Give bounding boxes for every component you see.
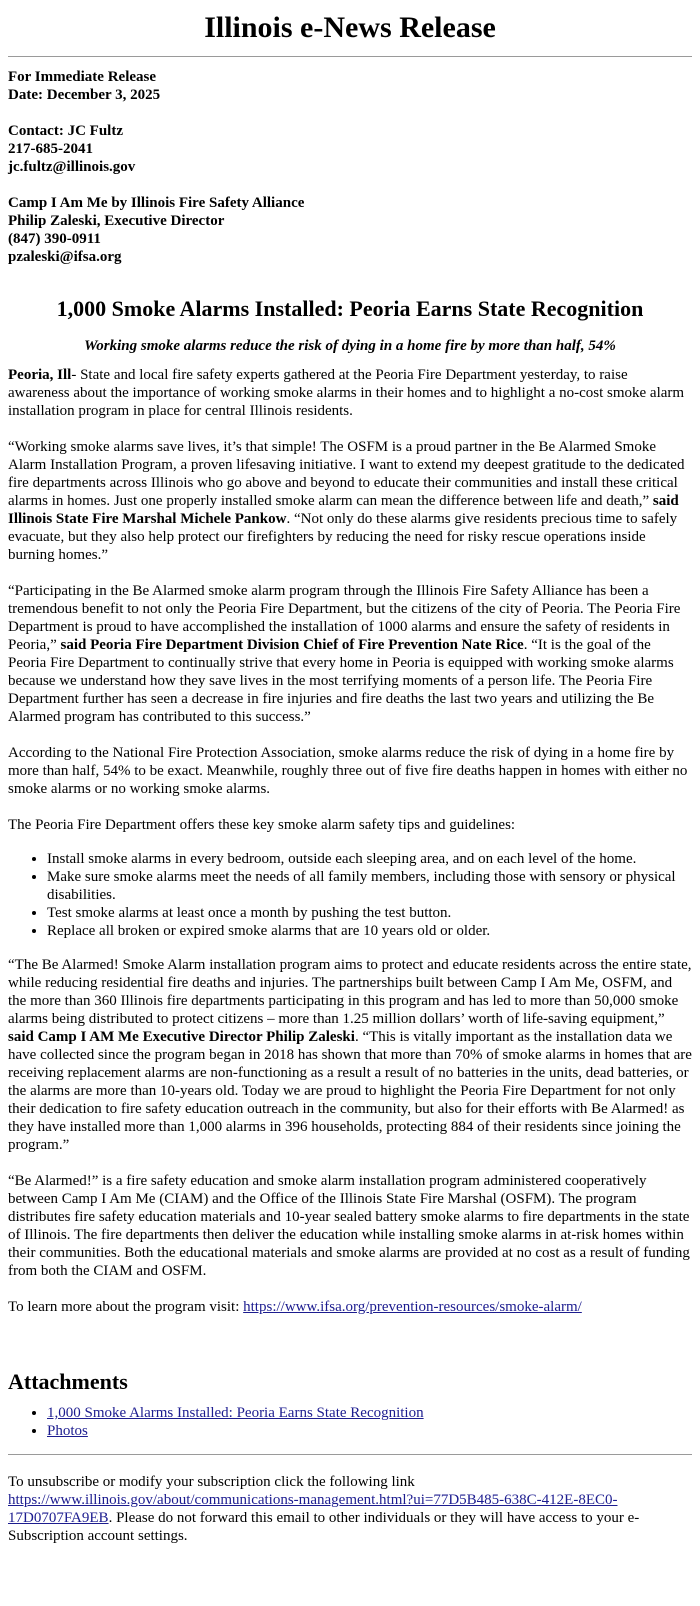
org-person: Philip Zaleski, Executive Director xyxy=(8,213,225,229)
unsubscribe-text-b: . Please do not forward this email to other individuals or they will have access to your e-Subscription account settings. xyxy=(8,1510,640,1544)
paragraph-tips-intro: The Peoria Fire Department offers these key smoke alarm safety tips and guidelines: xyxy=(8,817,516,833)
list-item: • Make sure smoke alarms meet the needs of all family members, including those with sensory or physical disabilities. xyxy=(47,868,692,904)
unsubscribe-link[interactable]: https://www.illinois.gov/about/communications-management.html?ui=77D5B485-638C-412E-8EC0-17D0707FA9EB xyxy=(8,1492,618,1526)
list-item: • Test smoke alarms at least once a month by pushing the test button. xyxy=(47,904,692,922)
paragraph-quote-zaleski xyxy=(8,956,692,1154)
quote-attribution: said Peoria Fire Department Division Chief of Fire Prevention Nate Rice xyxy=(56,637,524,653)
contact-name: Contact: JC Fultz xyxy=(8,123,123,139)
org-email: pzaleski@ifsa.org xyxy=(8,249,122,265)
paragraph-program: “Be Alarmed!” is a fire safety education and smoke alarm installation program administered cooperatively between Camp I Am Me (CIAM) and the Office of the Illinois State Fire Marshal (OSFM). The program distributes fire safety education materials and 10-year sealed battery smoke alarms to fire departments in the state of Illinois. The fire departments then deliver the education while installing smoke alarms in at-risk homes within their communities. Both the educational materials and smoke alarms are provided at no cost as a result of funding from both the CIAM and OSFM. xyxy=(8,1173,690,1279)
list-item: • Install smoke alarms in every bedroom, outside each sleeping area, and on each level of the home. xyxy=(47,850,692,868)
article-body xyxy=(8,366,692,1316)
release-info xyxy=(8,68,692,266)
org-name: Camp I Am Me by Illinois Fire Safety Alliance xyxy=(8,195,305,211)
paragraph-learn-more xyxy=(8,1298,692,1316)
paragraph-quote-rice xyxy=(8,582,692,726)
release-block xyxy=(8,68,692,104)
quote-text-a: “Participating in the Be Alarmed smoke alarm program through the Illinois Fire Safety Alliance has been a tremendous benefit to not only the Peoria Fire Department, but the citizens of the city of Peoria. The Peoria Fire Department is proud to have accomplished the installation of 1000 alarms and ensure the safety of residents in Peoria,” xyxy=(8,583,681,653)
quote-attribution: said Camp I AM Me Executive Director Philip Zaleski xyxy=(8,1029,355,1045)
release-label: For Immediate Release xyxy=(8,69,157,85)
release-date: Date: December 3, 2025 xyxy=(8,87,161,103)
footer xyxy=(8,1473,692,1545)
contact-phone: 217-685-2041 xyxy=(8,141,93,157)
paragraph-intro xyxy=(8,366,692,420)
unsubscribe-text-a: To unsubscribe or modify your subscription click the following link xyxy=(8,1474,415,1490)
quote-attribution: said Illinois State Fire Marshal Michele Pankow xyxy=(8,493,679,527)
quote-text-a: “Working smoke alarms save lives, it’s that simple! The OSFM is a proud partner in the Be Alarmed Smoke Alarm Installation Program, a proven lifesaving initiative. I want to extend my deepest gratitude to the dedicated fire departments across Illinois who go above and beyond to educate their communities and install these critical alarms in homes. Just one properly installed smoke alarm can mean the difference between life and death,” xyxy=(8,439,685,509)
paragraph-nfpa: According to the National Fire Protection Association, smoke alarms reduce the risk of dying in a home fire by more than half, 54% to be exact. Meanwhile, roughly three out of five fire deaths happen in homes with either no smoke alarms or no working smoke alarms. xyxy=(8,745,688,797)
attachments-list xyxy=(8,1404,692,1440)
attachment-link-release[interactable]: 1,000 Smoke Alarms Installed: Peoria Earns State Recognition xyxy=(47,1405,424,1421)
intro-text: - State and local fire safety experts gathered at the Peoria Fire Department yesterday, to raise awareness about the importance of working smoke alarms in their homes and to highlight a no-cost smoke alarm installation program in place for central Illinois residents. xyxy=(8,367,685,419)
paragraph-quote-pankow xyxy=(8,438,692,564)
quote-text-a: “The Be Alarmed! Smoke Alarm installation program aims to protect and educate residents across the entire state, while reducing residential fire deaths and injuries. The partnerships built between Camp I Am Me, OSFM, and the more than 360 Illinois fire departments participating in this program and has led to more than 50,000 smoke alarms being distributed to protect citizens – more than 1.25 million dollars’ worth of life-saving equipment,” xyxy=(8,957,692,1027)
top-divider xyxy=(8,56,692,57)
footer-divider xyxy=(8,1454,692,1455)
attachments-title: Attachments xyxy=(8,1369,128,1394)
learn-more-text: To learn more about the program visit: xyxy=(8,1299,244,1315)
org-contact-block xyxy=(8,194,692,266)
article-headline: 1,000 Smoke Alarms Installed: Peoria Earns State Recognition xyxy=(56,296,644,321)
program-link[interactable]: https://www.ifsa.org/prevention-resources/smoke-alarm/ xyxy=(243,1299,582,1315)
release-title: Illinois e-News Release xyxy=(204,11,496,44)
contact-email: jc.fultz@illinois.gov xyxy=(8,159,136,175)
quote-text-b: . “It is the goal of the Peoria Fire Department to continually strive that every home in Peoria is equipped with working smoke alarms because we understand how they save lives in the most terrifying moments of a person life. The Peoria Fire Department further has seen a decrease in fire injuries and fire deaths the last two years and utilizing the Be Alarmed program has contributed to this success.” xyxy=(8,637,674,725)
unsubscribe-note xyxy=(8,1473,692,1545)
quote-text-b: . “Not only do these alarms give residents precious time to safely evacuate, but they also help protect our firefighters by reducing the need for risky rescue operations inside burning homes.” xyxy=(8,511,678,563)
org-phone: (847) 390-0911 xyxy=(8,231,101,247)
attachment-item xyxy=(47,1404,692,1422)
list-item: • Replace all broken or expired smoke alarms that are 10 years old or older. xyxy=(47,922,692,940)
tips-list xyxy=(8,850,692,940)
attachment-item xyxy=(47,1422,692,1440)
dateline: Peoria, Ill xyxy=(8,367,72,383)
contact-block xyxy=(8,122,692,176)
article-subhead: Working smoke alarms reduce the risk of dying in a home fire by more than half, 54% xyxy=(84,338,616,354)
attachment-link-photos[interactable]: Photos xyxy=(47,1423,88,1439)
quote-text-b: . “This is vitally important as the installation data we have collected since the program began in 2018 has shown that more than 70% of smoke alarms in homes that are receiving replacement alarms are non-functioning as a result a result of no batteries in the units, dead batteries, or the alarms are more than 10-years old. Today we are proud to highlight the Peoria Fire Department for not only their dedication to fire safety education outreach in the community, but also for their efforts with Be Alarmed! as they have installed more than 1,000 alarms in 396 households, protecting 884 of their residents since joining the program.” xyxy=(8,1029,692,1153)
